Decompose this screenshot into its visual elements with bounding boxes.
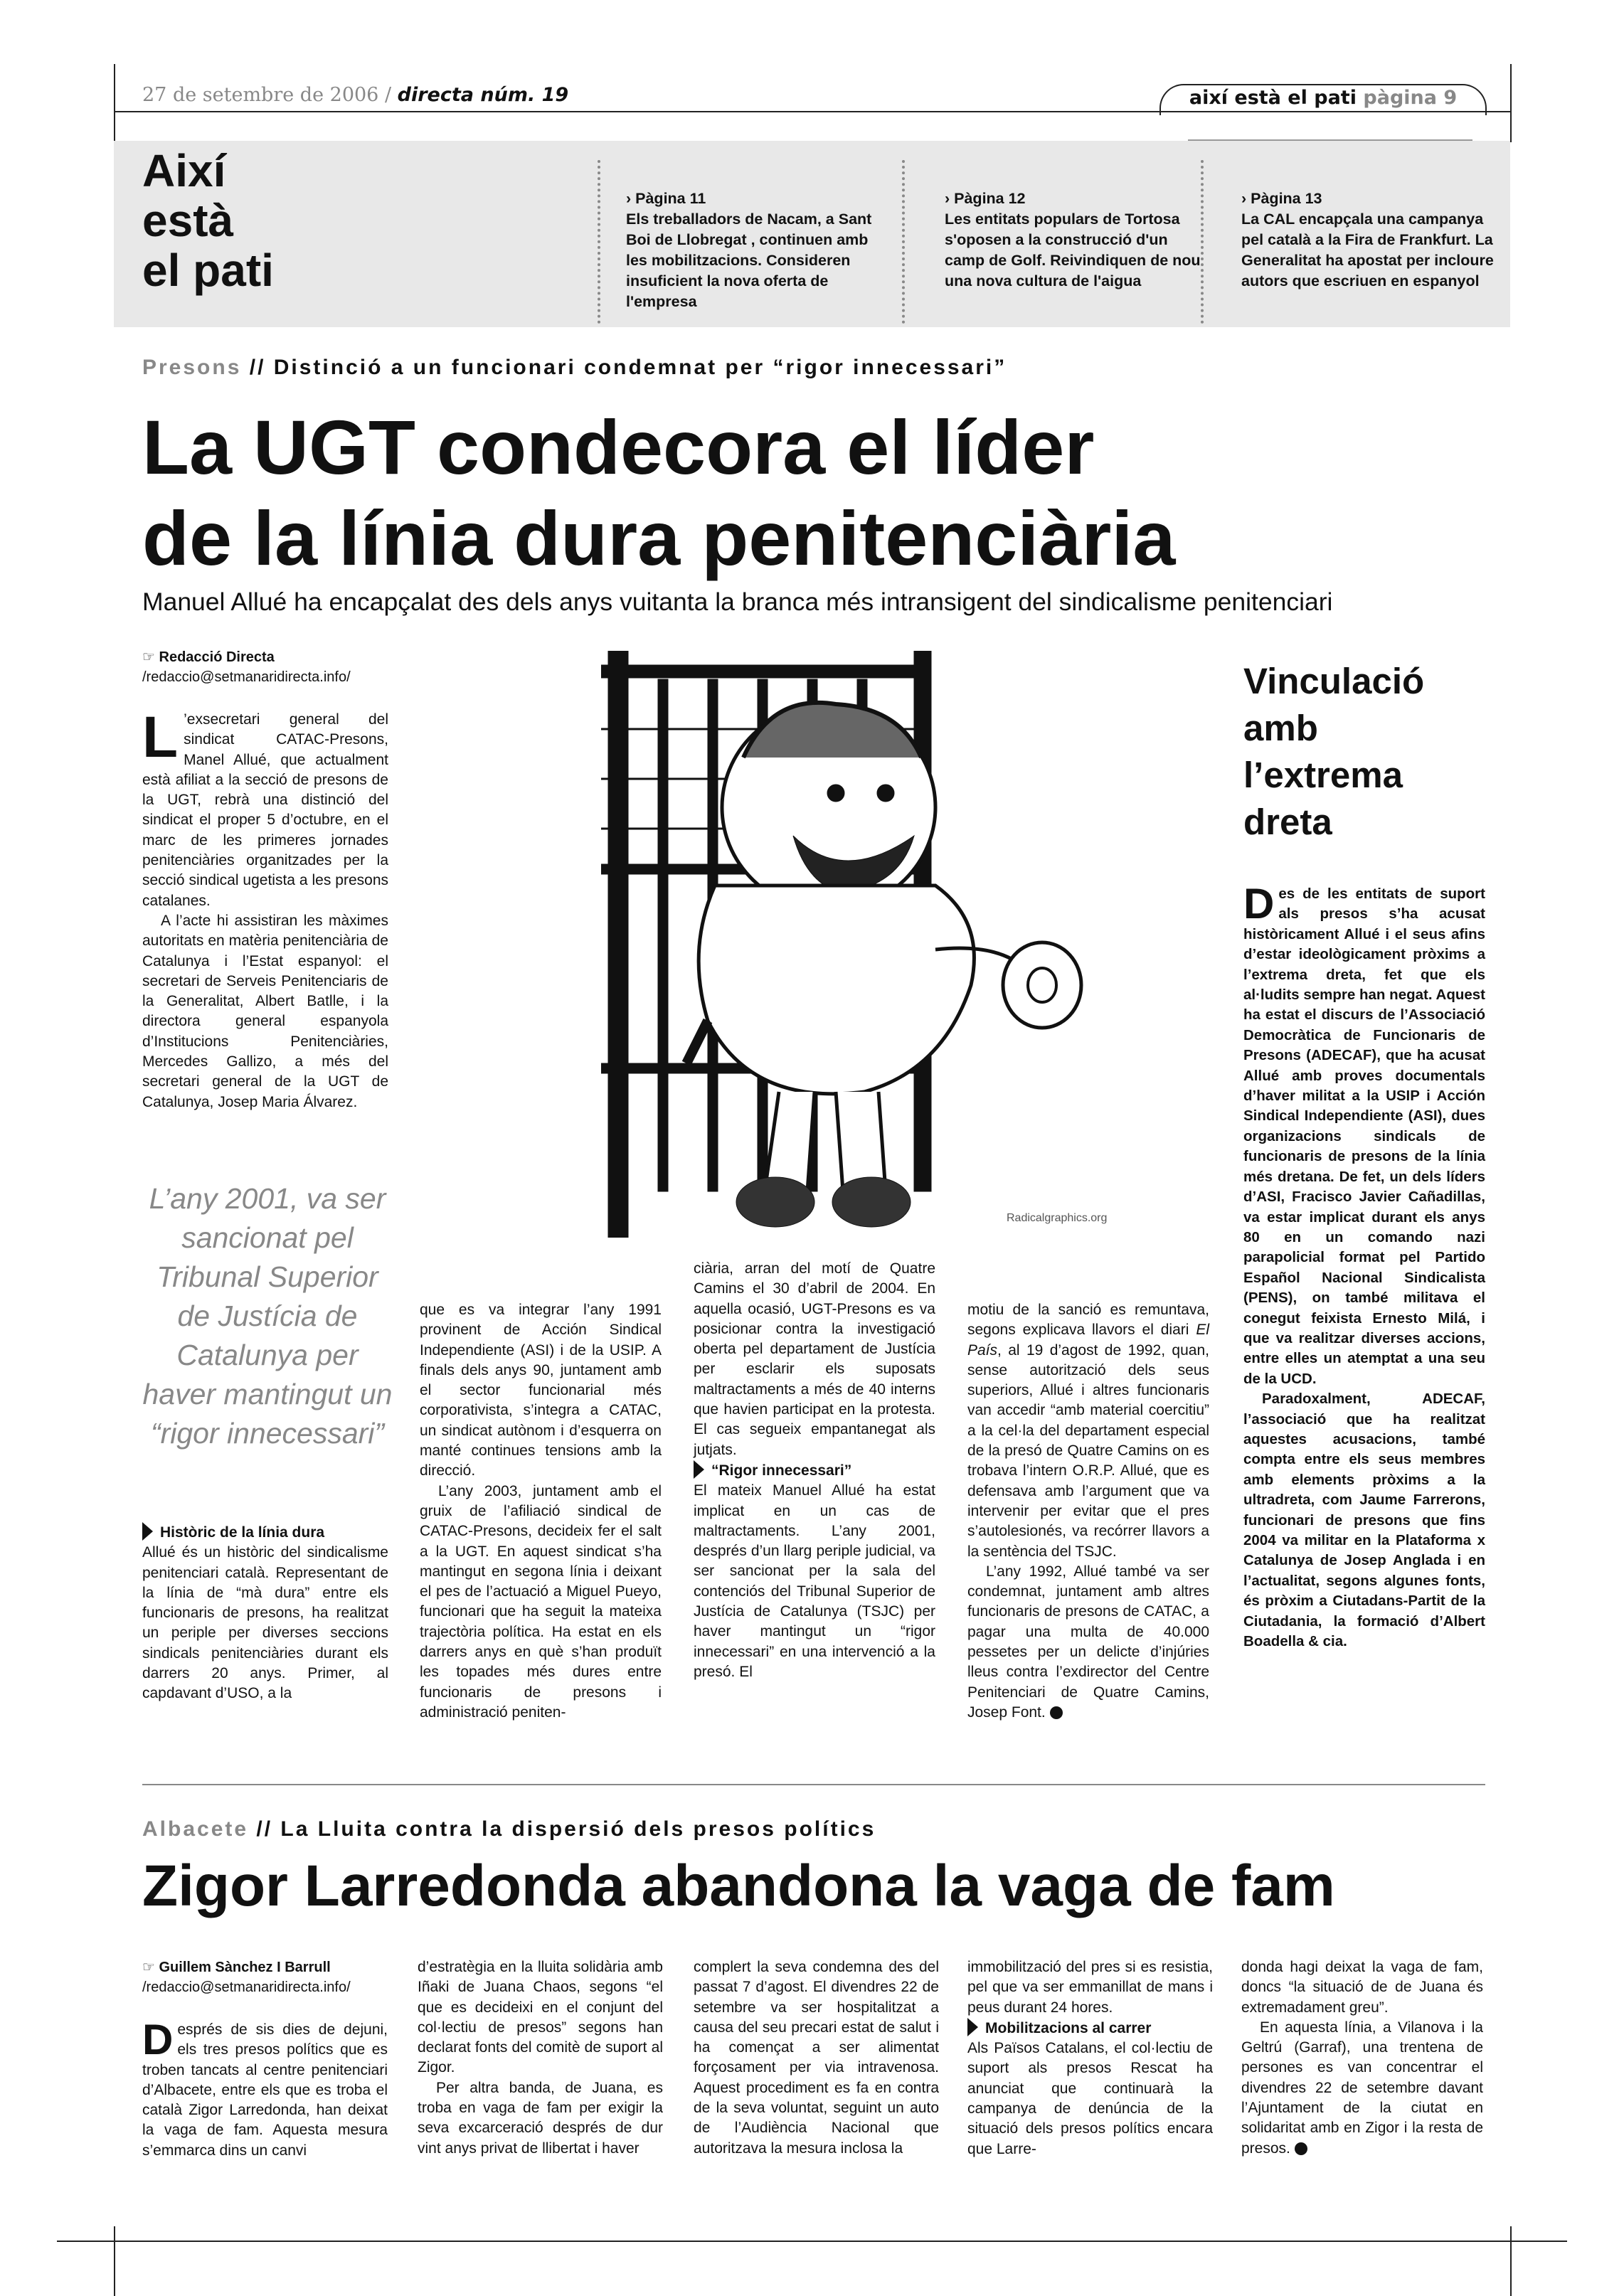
crop-mark [114,64,115,142]
teaser-divider [902,160,905,324]
author: Guillem Sànchez I Barrull [159,1960,331,1975]
crop-mark [114,2226,115,2296]
article-kicker: Presons // Distinció a un funcionari condemnat per “rigor innecessari” [142,356,1007,379]
crop-mark [1510,64,1512,142]
page-number: pàgina 9 [1363,87,1458,109]
drop-cap: D [1243,880,1275,928]
byline [142,647,351,687]
section-title: Així està el pati [142,145,274,296]
article-subhead: Manuel Allué ha encapçalat des dels anys vuitanta la branca més intransigent del sindicalisme penitenciari [142,588,1333,616]
pointing-hand-icon: ☞ [142,1960,155,1975]
article2-kicker: Albacete // La Lluita contra la dispersió dels presos polítics [142,1817,876,1841]
article-column-4: motiu de la sanció es remuntava, segons explicava llavors el diari El País, al 19 d’agost de 1992, quan, sense autorització dels seus superiors, Allué i altres funcionaris van accedir “amb material coercitiu” a la cel·la del departament especial de la presó de Quatre Camins on es trobava l’intern O.R.P. Allué, que es defensava amb l’argument que va intervenir per evitar que el pres s’autolesionés, va recórrer llavors a la sentència del TSJC. L’any 1992, Allué també va ser condemnat, juntament amb altres funcionaris de presons de CATAC, a pagar una multa de 40.000 pessetes per un delicte d’injúries lleus contra l’exdirector del Centre Penitenciari de Quatre Camins, Josep Font. [967,1302,1209,1721]
teaser-page-11[interactable]: › Pàgina 11 Els treballadors de Nacam, a Sant Boi de Llobregat , continuen amb les mobilitzacions. Consideren insuficient la nova oferta de l'empresa [626,190,872,310]
crop-mark [1510,2226,1512,2296]
article2-column-4: immobilització del pres si es resistia, pel que va ser emmanillat de mans i peus durant 24 hores. Mobilitzacions al carrer Als Països Catalans, el col·lectiu de suport als presos Rescat ha anunciat que continuarà la campanya de denúncia de la situació dels presos polítics encara que Larre- [967,1959,1213,2157]
end-of-article-icon [1050,1706,1063,1719]
article-separator [142,1784,1485,1785]
teaser-page-13[interactable]: › Pàgina 13 La CAL encapçala una campanya pel català a la Fira de Frankfurt. La Generalitat ha apostat per incloure autors que escriuen en espanyol [1241,190,1494,289]
pointing-hand-icon: ☞ [142,649,155,665]
byline [142,1957,351,1997]
article2-column-1: Després de sis dies de dejuni, els tres presos polítics que es troben tancats al centre penitenciari d’Albacete, entre els que es troba el català Zigor Larredonda, han deixat la vaga de fam. Aquesta mesura s’emmarca dins un canvi [142,2016,388,2159]
drop-cap: D [142,2016,174,2063]
article2-column-3: complert la seva condemna des del passat 7 d’agost. El divendres 22 de setembre va ser hospitalitzat a causa del seu precari estat de salut i ha començat a ser alimentat forçosament per via intravenosa. Aquest procediment es fa en contra de la seva voluntat, seguint un auto de l’Audiència Nacional que autoritzava la mesura inclosa la [694,1959,939,2157]
article-headline: La UGT condecora el líder de la línia dura penitenciària [142,404,1176,581]
sidebar-title: Vinculació amb l’extrema dreta [1243,661,1425,842]
author-email: /redaccio@setmanaridirecta.info/ [142,669,351,685]
triangle-bullet-icon [967,2018,978,2036]
issue-date: 27 de setembre de 2006 / directa núm. 19 [142,84,569,106]
triangle-bullet-icon [694,1460,704,1479]
teaser-page-12[interactable]: › Pàgina 12 Les entitats populars de Tortosa s'oposen a la construcció d'un camp de Golf. Reivindiquen de nou una nova cultura de l'aigua [945,190,1201,289]
article-column-2: que es va integrar l’any 1991 provinent de Acción Sindical Independiente (ASI) i de la USIP. A finals dels anys 90, juntament amb el sector funcionarial més corporativista, s’integra a CATAC, un sindicat autònom i d’esquerra on manté continues tensions amb la direcció. L’any 2003, juntament amb el gruix de l’afiliació sindical de CATAC-Presons, decideix fer el salt a la UGT. En aquest sindicat s’ha mantingut en segona línia i deixant el pes de l’actuació a Miguel Pueyo, funcionari que ha seguit la mateixa trajectòria política. Ha estat en els darrers anys en què s’han produït les topades més dures entre funcionaris de presons i administració peniten- [420,1302,662,1721]
bottom-rule [57,2241,1567,2242]
article2-column-5: donda hagi deixat la vaga de fam, doncs “la situació de de Juana és extremadament greu”. En aquesta línia, a Vilanova i la Geltrú (Garraf), una trentena de persones es van concentrar el divendres 22 de setembre davant l’Ajuntament de la ciutat en solidaritat amb en Zigor i la resta de presos. [1241,1959,1483,2157]
end-of-article-icon [1295,2142,1307,2155]
article-column-1b: Històric de la línia dura Allué és un històric del sindicalisme penitenciari català. Representant de la línia de “mà dura” entre els funcionaris de presons, ha realitzat un periple per diverses seccions sindicals penitenciàries durant els darrers 20 anys. Primer, al capdavant d’USO, a la [142,1522,388,1704]
sidebar-body: Des de les entitats de suport als presos s’ha acusat històricament Allué i el seus afins d’estar ideològicament pròxims a l’extrema dreta, fet que els al·ludits sempre han negat. Aquest ha estat el discurs de l’Associació Democràtica de Funcionaris de Presons (ADECAF), que ha acusat Allué amb proves documentals d’haver militat a la USIP i Acción Sindical Independiente (ASI), dues organizacions sindicals de funcionaris de presons de la línia més dretana. De fet, un dels líders d’ASI, Fracisco Javier Cañadillas, va estar implicat durant els anys 80 en un comando nazi parapolicial format pel Partido Español Nacional Sindicalista (PENS), on també militava el conegut feixista Ernesto Milá, i que va realitzar diverses accions, entre elles un atemptat a una seu de la UCD. Paradoxalment, ADECAF, l’associació que ha realitzat aquestes acusacions, també compta entre els seus membres amb elements pròxims a la ultradreta, com Jaume Farrerons, funcionari de presons que fins 2004 va militar en la Plataforma x Catalunya de Josep Anglada i en l’actualitat, segons algunes fonts, és pròxim a Ciutadans-Partit de la Ciutadania, la formació d’Albert Boadella & cia. [1243,880,1485,1650]
caricature-illustration [601,651,1113,1238]
pull-quote: L’any 2001, va ser sancionat pel Tribunal Superior de Justícia de Catalunya per haver mantingut un “rigor innecessari” [142,1182,393,1450]
article-column-1: L ’exsecretari general del sindicat CATAC-Presons, Manel Allué, que actualment està afiliat a la secció de presons de la UGT, rebrà una distinció del sindicat el proper 5 d’octubre, en el marc de les primeres jornades penitenciàries organitzades per la secció sindical ugetista a les presons catalanes. A l’acte hi assistiran les màximes autoritats en matèria penitenciària de Catalunya i l’Estat espanyol: el secretari de Serveis Penitenciaris de la Generalitat, Albert Batlle, i la directora general espanyola d’Institucions Penitenciàries, Mercedes Gallizo, a més del secretari general de la UGT de Catalunya, Josep Maria Álvarez. [142,705,388,1110]
teaser-divider [598,160,600,324]
article2-headline: Zigor Larredonda abandona la vaga de fam [142,1854,1335,1918]
triangle-bullet-icon [142,1522,153,1541]
drop-cap: L [142,705,179,770]
article2-column-2: d’estratègia en la lluita solidària amb Iñaki de Juana Chaos, segons “el que es decideixi en el conjunt del col·lectiu de presos” segons han declarat fonts del comitè de suport al Zigor. Per altra banda, de Juana, es troba en vaga de fam per exigir la seva excarceració després de dur vint anys privat de llibertat i haver [418,1959,663,2157]
issue-number: directa núm. 19 [397,84,569,106]
article-column-3: ciària, arran del motí de Quatre Camins el 30 d’abril de 2004. En aquella ocasió, UGT-Presons es va posicionar contra la investigació oberta pel departament de Justícia per esclarir els suposats maltractaments a més de 40 interns que havien participat en la protesta. El cas segueix empantanegat als jutjats. “Rigor innecessari” El mateix Manuel Allué ha estat implicat en un cas de maltractaments. L’any 2001, després d’un llarg periple judicial, va ser sancionat per la sala del contenciós del Tribunal Superior de Justícia de Catalunya (TSJC) per haver mantingut un “rigor innecessari” en una intervenció a la presó. El [694,1260,935,1680]
author-email: /redaccio@setmanaridirecta.info/ [142,1979,351,1995]
prison-guard-caricature [601,651,1113,1238]
banner-rule [1188,139,1472,141]
teaser-divider [1201,160,1204,324]
section-tab: així està el pati pàgina 9 [1159,84,1487,115]
photo-credit: Radicalgraphics.org [1007,1212,1108,1224]
author: Redacció Directa [159,649,275,665]
